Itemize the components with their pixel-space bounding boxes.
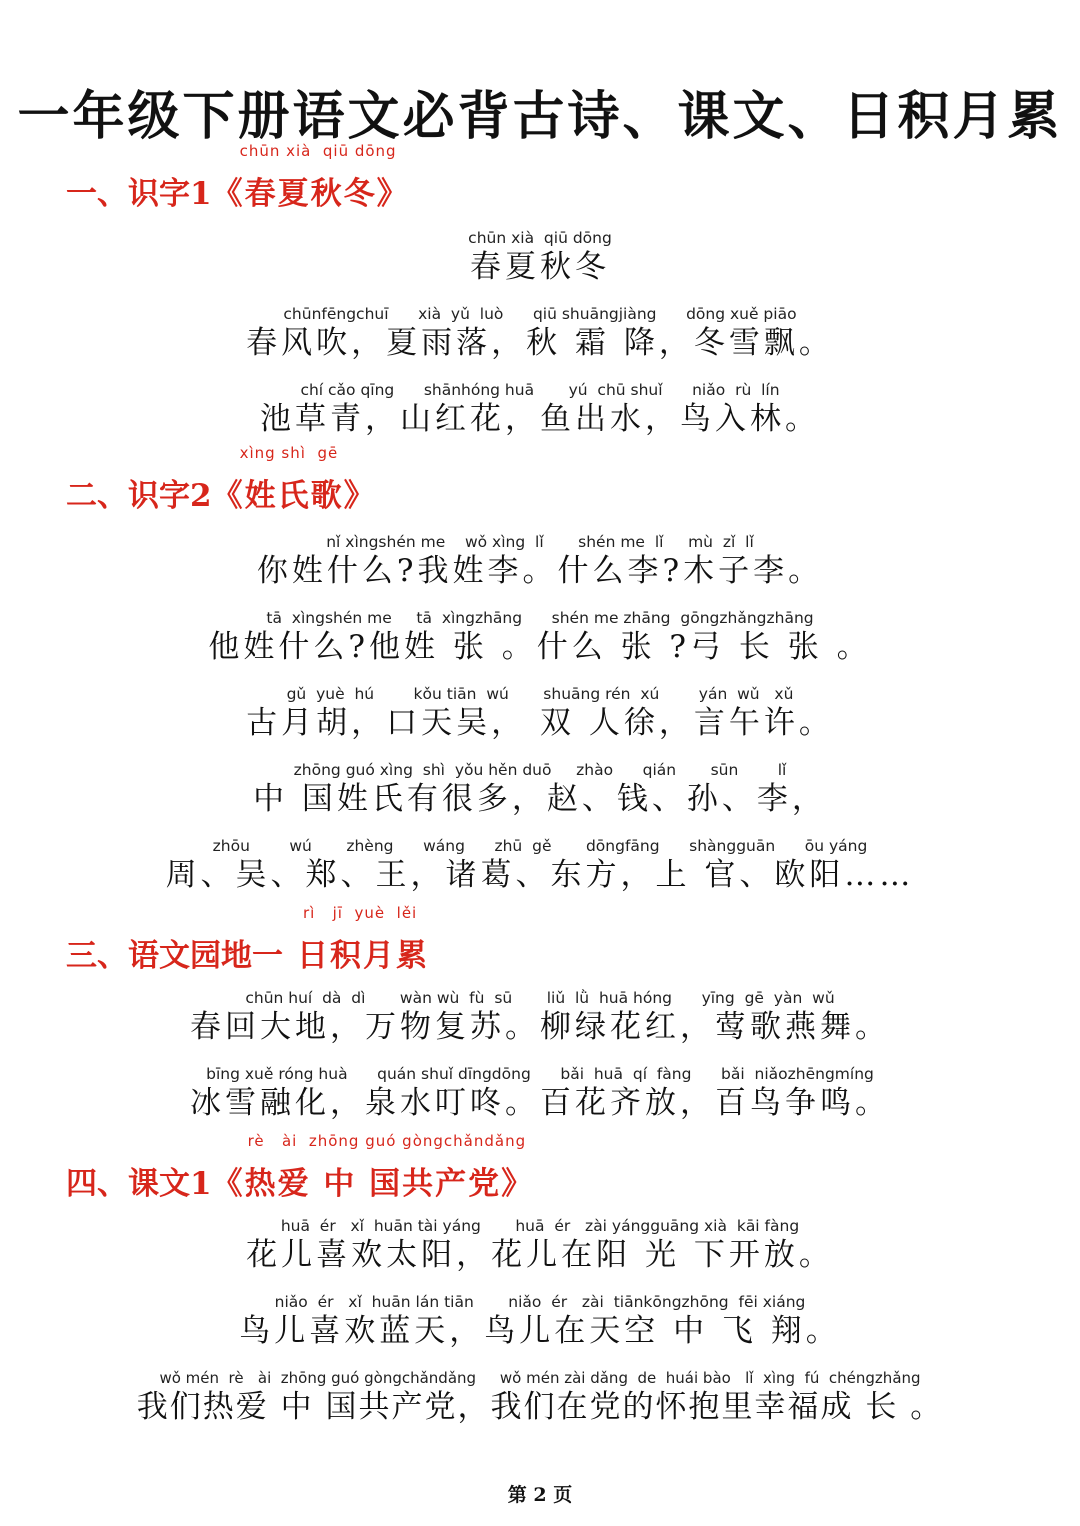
text-line <box>0 988 1080 1046</box>
section-heading-4 <box>66 1132 535 1203</box>
text-line <box>0 1292 1080 1350</box>
pinyin-line: chūn xià qiū dōng <box>468 229 612 247</box>
section-pinyin: rè ài zhōng guó gòngchǎndǎng <box>247 1132 527 1150</box>
section-pinyin: xìng shì gē <box>239 444 339 462</box>
text-line <box>0 304 1080 362</box>
section-title: 《热爱 中 国共产党》 <box>211 1166 535 1202</box>
section-pinyin: chūn xià qiū dōng <box>239 142 397 160</box>
text-line <box>0 380 1080 438</box>
section-label: 二、识字2 <box>66 478 212 514</box>
section-heading-1 <box>66 142 410 213</box>
hanzi-line: 我们热爱 中 国共产党，我们在党的怀抱里幸福成 长 。 <box>136 1389 944 1425</box>
hanzi-line: 中 国姓氏有很多，赵、钱、孙、李， <box>253 781 827 817</box>
hanzi-line: 你姓什么?我姓李。什么李?木子李。 <box>256 553 824 589</box>
section-title-wrap <box>211 142 410 213</box>
hanzi-line: 鸟儿喜欢蓝天，鸟儿在天空 中 飞 翔。 <box>239 1313 841 1349</box>
text-line <box>0 684 1080 742</box>
hanzi-line: 冰雪融化，泉水叮咚。百花齐放，百鸟争鸣。 <box>190 1085 890 1121</box>
pinyin-line: niǎo ér xǐ huān lán tiān niǎo ér zài tiānkōngzhōng fēi xiáng <box>274 1293 806 1311</box>
hanzi-line: 他姓什么?他姓 张 。什么 张 ?弓 长 张 。 <box>208 629 872 665</box>
hanzi-line: 花儿喜欢太阳，花儿在阳 光 下开放。 <box>246 1237 834 1273</box>
section-heading-3 <box>66 904 429 975</box>
pinyin-line: wǒ mén rè ài zhōng guó gòngchǎndǎng wǒ mén zài dǎng de huái bào lǐ xìng fú chéngzhǎng <box>159 1369 921 1387</box>
section-title: 《姓氏歌》 <box>211 478 377 514</box>
section-label: 三、语文园地一 <box>66 938 283 974</box>
text-line <box>0 532 1080 590</box>
section-label: 四、课文1 <box>66 1166 212 1202</box>
pinyin-line: huā ér xǐ huān tài yáng huā ér zài yángguāng xià kāi fàng <box>280 1217 800 1235</box>
section-title: 《春夏秋冬》 <box>211 176 410 212</box>
text-line <box>0 760 1080 818</box>
section-title: 日积月累 <box>297 938 429 974</box>
section-label: 一、识字1 <box>66 176 212 212</box>
pinyin-line: gǔ yuè hú kǒu tiān wú shuāng rén xú yán wǔ xǔ <box>286 685 794 703</box>
section-heading-2 <box>66 444 377 515</box>
section-title-wrap <box>297 904 429 975</box>
pinyin-line: bīng xuě róng huà quán shuǐ dīngdōng bǎi huā qí fàng bǎi niǎozhēngmíng <box>206 1065 874 1083</box>
pinyin-line: chūnfēngchuī xià yǔ luò qiū shuāngjiàng dōng xuě piāo <box>283 305 797 323</box>
page-title: 一年级下册语文必背古诗、课文、日积月累 <box>17 87 1063 147</box>
pinyin-line: chí cǎo qīng shānhóng huā yú chū shuǐ niǎo rù lín <box>300 381 780 399</box>
pinyin-line: tā xìngshén me tā xìngzhāng shén me zhāng gōngzhǎngzhāng <box>266 609 814 627</box>
pinyin-line: zhōng guó xìng shì yǒu hěn duō zhào qián sūn lǐ <box>293 761 787 779</box>
section-pinyin: rì jī yuè lěi <box>303 904 418 922</box>
text-line <box>0 836 1080 894</box>
section-title-wrap <box>211 1132 535 1203</box>
text-line <box>0 228 1080 286</box>
text-line <box>0 608 1080 666</box>
text-line <box>0 1064 1080 1122</box>
hanzi-line: 春回大地，万物复苏。柳绿花红，莺歌燕舞。 <box>190 1009 890 1045</box>
hanzi-line: 周、吴、郑、王，诸葛、东方，上 官、欧阳…… <box>165 857 915 893</box>
page-number: 第 2 页 <box>507 1484 573 1506</box>
text-line <box>0 1216 1080 1274</box>
pinyin-line: zhōu wú zhèng wáng zhū gě dōngfāng shàngguān ōu yáng <box>212 837 868 855</box>
pinyin-line: nǐ xìngshén me wǒ xìng lǐ shén me lǐ mù zǐ lǐ <box>326 533 754 551</box>
section-title-wrap <box>211 444 377 515</box>
hanzi-line: 池草青，山红花，鱼出水，鸟入林。 <box>260 401 820 437</box>
text-line <box>0 1368 1080 1426</box>
hanzi-line: 古月胡，口天吴， 双 人徐，言午许。 <box>246 705 834 741</box>
hanzi-line: 春风吹，夏雨落，秋 霜 降，冬雪飘。 <box>246 325 834 361</box>
pinyin-line: chūn huí dà dì wàn wù fù sū liǔ lǜ huā hóng yīng gē yàn wǔ <box>245 989 835 1007</box>
hanzi-line: 春夏秋冬 <box>470 249 610 285</box>
